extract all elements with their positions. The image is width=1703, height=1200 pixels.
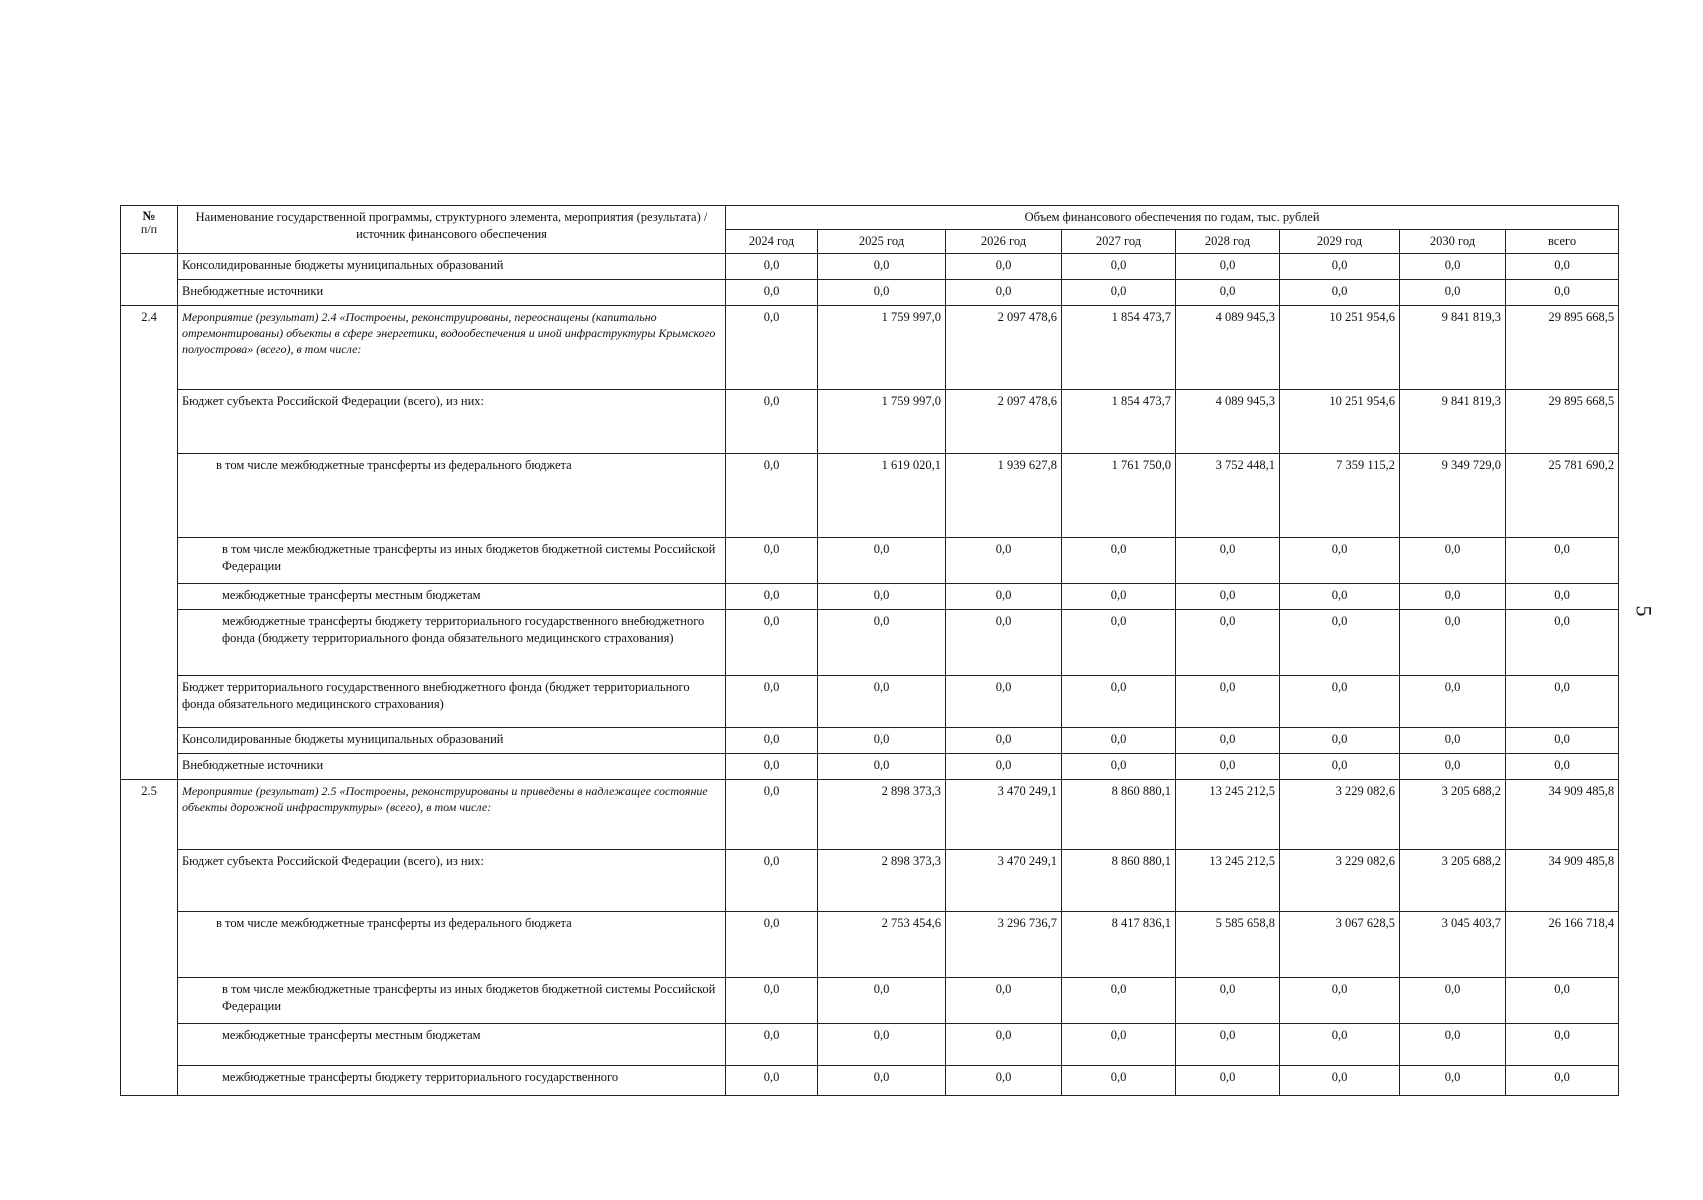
value-cell: 1 759 997,0 xyxy=(818,305,946,389)
value-cell: 0,0 xyxy=(1176,727,1280,753)
total-cell: 0,0 xyxy=(1506,279,1619,305)
table-row xyxy=(121,1065,1619,1095)
row-name: межбюджетные трансферты местным бюджетам xyxy=(178,583,726,609)
value-cell: 0,0 xyxy=(1176,253,1280,279)
value-cell: 0,0 xyxy=(726,453,818,537)
total-cell: 0,0 xyxy=(1506,753,1619,779)
value-cell: 0,0 xyxy=(726,253,818,279)
value-cell: 0,0 xyxy=(1280,253,1400,279)
total-cell: 34 909 485,8 xyxy=(1506,779,1619,849)
value-cell: 0,0 xyxy=(1280,609,1400,675)
value-cell: 0,0 xyxy=(818,609,946,675)
total-cell: 25 781 690,2 xyxy=(1506,453,1619,537)
value-cell: 2 753 454,6 xyxy=(818,911,946,977)
row-number xyxy=(121,253,178,305)
value-cell: 0,0 xyxy=(818,1065,946,1095)
value-cell: 0,0 xyxy=(1062,675,1176,727)
value-cell: 0,0 xyxy=(1176,1023,1280,1065)
value-cell: 0,0 xyxy=(726,727,818,753)
total-cell: 0,0 xyxy=(1506,537,1619,583)
table-row xyxy=(121,537,1619,583)
value-cell: 0,0 xyxy=(1280,675,1400,727)
value-cell: 0,0 xyxy=(726,753,818,779)
table-row xyxy=(121,305,1619,389)
value-cell: 0,0 xyxy=(1062,583,1176,609)
value-cell: 0,0 xyxy=(1400,583,1506,609)
total-cell: 0,0 xyxy=(1506,253,1619,279)
row-name: в том числе межбюджетные трансферты из иных бюджетов бюджетной системы Российской Федерации xyxy=(178,977,726,1023)
value-cell: 1 939 627,8 xyxy=(946,453,1062,537)
number-sub: п/п xyxy=(140,222,158,237)
value-cell: 2 097 478,6 xyxy=(946,305,1062,389)
value-cell: 0,0 xyxy=(726,305,818,389)
table-row xyxy=(121,849,1619,911)
value-cell: 0,0 xyxy=(1400,609,1506,675)
value-cell: 0,0 xyxy=(1400,675,1506,727)
value-cell: 5 585 658,8 xyxy=(1176,911,1280,977)
value-cell: 0,0 xyxy=(1062,727,1176,753)
total-cell: 0,0 xyxy=(1506,1023,1619,1065)
value-cell: 0,0 xyxy=(1176,583,1280,609)
value-cell: 0,0 xyxy=(726,609,818,675)
year-header: 2030 год xyxy=(1400,229,1506,253)
row-name: Бюджет территориального государственного внебюджетного фонда (бюджет территориального фонда обязательного медицинского страхования) xyxy=(178,675,726,727)
row-name: в том числе межбюджетные трансферты из иных бюджетов бюджетной системы Российской Федерации xyxy=(178,537,726,583)
total-cell: 29 895 668,5 xyxy=(1506,389,1619,453)
value-cell: 0,0 xyxy=(726,279,818,305)
table-row xyxy=(121,727,1619,753)
value-cell: 3 470 249,1 xyxy=(946,849,1062,911)
value-cell: 1 761 750,0 xyxy=(1062,453,1176,537)
value-cell: 13 245 212,5 xyxy=(1176,849,1280,911)
value-cell: 2 898 373,3 xyxy=(818,779,946,849)
number-symbol: № xyxy=(142,208,156,223)
value-cell: 0,0 xyxy=(1400,753,1506,779)
value-cell: 0,0 xyxy=(726,675,818,727)
value-cell: 0,0 xyxy=(1176,753,1280,779)
total-cell: 29 895 668,5 xyxy=(1506,305,1619,389)
value-cell: 1 619 020,1 xyxy=(818,453,946,537)
value-cell: 0,0 xyxy=(946,279,1062,305)
table-row xyxy=(121,911,1619,977)
value-cell: 0,0 xyxy=(726,537,818,583)
value-cell: 1 854 473,7 xyxy=(1062,305,1176,389)
value-cell: 0,0 xyxy=(1176,977,1280,1023)
total-header: всего xyxy=(1506,229,1619,253)
row-name: межбюджетные трансферты бюджету территориального государственного внебюджетного фонда (бюджету территориального фонда обязательного медицинского страхования) xyxy=(178,609,726,675)
value-cell: 9 841 819,3 xyxy=(1400,389,1506,453)
value-cell: 0,0 xyxy=(1280,977,1400,1023)
table-body xyxy=(121,253,1619,1095)
value-cell: 0,0 xyxy=(1280,537,1400,583)
column-header-number xyxy=(121,206,178,254)
value-cell: 0,0 xyxy=(818,537,946,583)
row-name: Бюджет субъекта Российской Федерации (всего), из них: xyxy=(178,389,726,453)
total-cell: 0,0 xyxy=(1506,583,1619,609)
value-cell: 0,0 xyxy=(946,977,1062,1023)
value-cell: 0,0 xyxy=(818,977,946,1023)
value-cell: 8 860 880,1 xyxy=(1062,779,1176,849)
row-name: Мероприятие (результат) 2.5 «Построены, реконструированы и приведены в надлежащее состояние объекты дорожной инфраструктуры» (всего), в том числе: xyxy=(178,779,726,849)
value-cell: 0,0 xyxy=(1280,1023,1400,1065)
value-cell: 0,0 xyxy=(1062,977,1176,1023)
value-cell: 0,0 xyxy=(946,537,1062,583)
row-number: 2.5 xyxy=(121,779,178,1095)
value-cell: 1 759 997,0 xyxy=(818,389,946,453)
value-cell: 0,0 xyxy=(946,253,1062,279)
value-cell: 0,0 xyxy=(726,1023,818,1065)
value-cell: 10 251 954,6 xyxy=(1280,305,1400,389)
value-cell: 8 860 880,1 xyxy=(1062,849,1176,911)
value-cell: 13 245 212,5 xyxy=(1176,779,1280,849)
value-cell: 0,0 xyxy=(726,1065,818,1095)
row-number: 2.4 xyxy=(121,305,178,779)
column-header-name: Наименование государственной программы, структурного элемента, мероприятия (результата) / источник финансового обеспечения xyxy=(178,206,726,254)
value-cell: 4 089 945,3 xyxy=(1176,389,1280,453)
value-cell: 0,0 xyxy=(1176,279,1280,305)
total-cell: 0,0 xyxy=(1506,727,1619,753)
value-cell: 0,0 xyxy=(1062,1065,1176,1095)
value-cell: 0,0 xyxy=(726,977,818,1023)
table-row xyxy=(121,779,1619,849)
value-cell: 0,0 xyxy=(726,849,818,911)
value-cell: 3 229 082,6 xyxy=(1280,779,1400,849)
header-row-1 xyxy=(121,206,1619,230)
value-cell: 0,0 xyxy=(1400,1065,1506,1095)
table-row xyxy=(121,389,1619,453)
table-row xyxy=(121,1023,1619,1065)
value-cell: 0,0 xyxy=(1176,609,1280,675)
year-header: 2025 год xyxy=(818,229,946,253)
column-header-volume: Объем финансового обеспечения по годам, тыс. рублей xyxy=(726,206,1619,230)
total-cell: 26 166 718,4 xyxy=(1506,911,1619,977)
value-cell: 0,0 xyxy=(1062,609,1176,675)
total-cell: 34 909 485,8 xyxy=(1506,849,1619,911)
row-name: межбюджетные трансферты бюджету территориального государственного xyxy=(178,1065,726,1095)
value-cell: 3 470 249,1 xyxy=(946,779,1062,849)
value-cell: 0,0 xyxy=(946,753,1062,779)
value-cell: 2 898 373,3 xyxy=(818,849,946,911)
year-header: 2026 год xyxy=(946,229,1062,253)
row-name: Мероприятие (результат) 2.4 «Построены, реконструированы, переоснащены (капитально отремонтированы) объекты в сфере энергетики, водообеспечения и иной инфраструктуры Крымского полуострова» (всего), в том числе: xyxy=(178,305,726,389)
value-cell: 0,0 xyxy=(1062,1023,1176,1065)
value-cell: 3 296 736,7 xyxy=(946,911,1062,977)
row-name: в том числе межбюджетные трансферты из федерального бюджета xyxy=(178,453,726,537)
total-cell: 0,0 xyxy=(1506,675,1619,727)
value-cell: 0,0 xyxy=(1400,727,1506,753)
value-cell: 0,0 xyxy=(818,727,946,753)
value-cell: 0,0 xyxy=(1400,1023,1506,1065)
value-cell: 0,0 xyxy=(818,279,946,305)
value-cell: 0,0 xyxy=(1062,253,1176,279)
value-cell: 8 417 836,1 xyxy=(1062,911,1176,977)
total-cell: 0,0 xyxy=(1506,977,1619,1023)
value-cell: 7 359 115,2 xyxy=(1280,453,1400,537)
value-cell: 0,0 xyxy=(818,253,946,279)
value-cell: 0,0 xyxy=(1062,753,1176,779)
value-cell: 0,0 xyxy=(946,675,1062,727)
value-cell: 0,0 xyxy=(1280,753,1400,779)
value-cell: 0,0 xyxy=(1280,727,1400,753)
value-cell: 2 097 478,6 xyxy=(946,389,1062,453)
value-cell: 9 349 729,0 xyxy=(1400,453,1506,537)
value-cell: 0,0 xyxy=(726,389,818,453)
value-cell: 0,0 xyxy=(946,727,1062,753)
year-header: 2024 год xyxy=(726,229,818,253)
table-row xyxy=(121,675,1619,727)
value-cell: 0,0 xyxy=(1176,1065,1280,1095)
year-header: 2029 год xyxy=(1280,229,1400,253)
value-cell: 0,0 xyxy=(1280,583,1400,609)
page-number: 5 xyxy=(1631,605,1657,617)
table-row xyxy=(121,753,1619,779)
value-cell: 0,0 xyxy=(1062,279,1176,305)
value-cell: 1 854 473,7 xyxy=(1062,389,1176,453)
value-cell: 9 841 819,3 xyxy=(1400,305,1506,389)
value-cell: 0,0 xyxy=(1176,675,1280,727)
value-cell: 3 205 688,2 xyxy=(1400,849,1506,911)
value-cell: 0,0 xyxy=(946,583,1062,609)
year-header: 2027 год xyxy=(1062,229,1176,253)
value-cell: 3 752 448,1 xyxy=(1176,453,1280,537)
value-cell: 0,0 xyxy=(726,583,818,609)
value-cell: 0,0 xyxy=(818,675,946,727)
value-cell: 4 089 945,3 xyxy=(1176,305,1280,389)
year-header: 2028 год xyxy=(1176,229,1280,253)
row-name: межбюджетные трансферты местным бюджетам xyxy=(178,1023,726,1065)
table-row xyxy=(121,453,1619,537)
value-cell: 0,0 xyxy=(1400,977,1506,1023)
row-name: Бюджет субъекта Российской Федерации (всего), из них: xyxy=(178,849,726,911)
value-cell: 0,0 xyxy=(946,1065,1062,1095)
table-row xyxy=(121,279,1619,305)
value-cell: 0,0 xyxy=(946,609,1062,675)
value-cell: 0,0 xyxy=(1062,537,1176,583)
value-cell: 0,0 xyxy=(818,1023,946,1065)
value-cell: 3 229 082,6 xyxy=(1280,849,1400,911)
value-cell: 0,0 xyxy=(1280,1065,1400,1095)
table-row xyxy=(121,253,1619,279)
total-cell: 0,0 xyxy=(1506,1065,1619,1095)
value-cell: 0,0 xyxy=(1400,253,1506,279)
table-row xyxy=(121,609,1619,675)
row-name: Консолидированные бюджеты муниципальных образований xyxy=(178,727,726,753)
value-cell: 3 205 688,2 xyxy=(1400,779,1506,849)
value-cell: 0,0 xyxy=(726,779,818,849)
value-cell: 3 045 403,7 xyxy=(1400,911,1506,977)
value-cell: 0,0 xyxy=(1280,279,1400,305)
value-cell: 0,0 xyxy=(946,1023,1062,1065)
value-cell: 0,0 xyxy=(1400,537,1506,583)
total-cell: 0,0 xyxy=(1506,609,1619,675)
value-cell: 3 067 628,5 xyxy=(1280,911,1400,977)
value-cell: 0,0 xyxy=(1176,537,1280,583)
financing-table xyxy=(120,205,1619,1096)
row-name: Консолидированные бюджеты муниципальных образований xyxy=(178,253,726,279)
value-cell: 0,0 xyxy=(726,911,818,977)
value-cell: 0,0 xyxy=(1400,279,1506,305)
value-cell: 10 251 954,6 xyxy=(1280,389,1400,453)
row-name: в том числе межбюджетные трансферты из федерального бюджета xyxy=(178,911,726,977)
value-cell: 0,0 xyxy=(818,583,946,609)
table-row xyxy=(121,583,1619,609)
value-cell: 0,0 xyxy=(818,753,946,779)
table-row xyxy=(121,977,1619,1023)
row-name: Внебюджетные источники xyxy=(178,279,726,305)
row-name: Внебюджетные источники xyxy=(178,753,726,779)
